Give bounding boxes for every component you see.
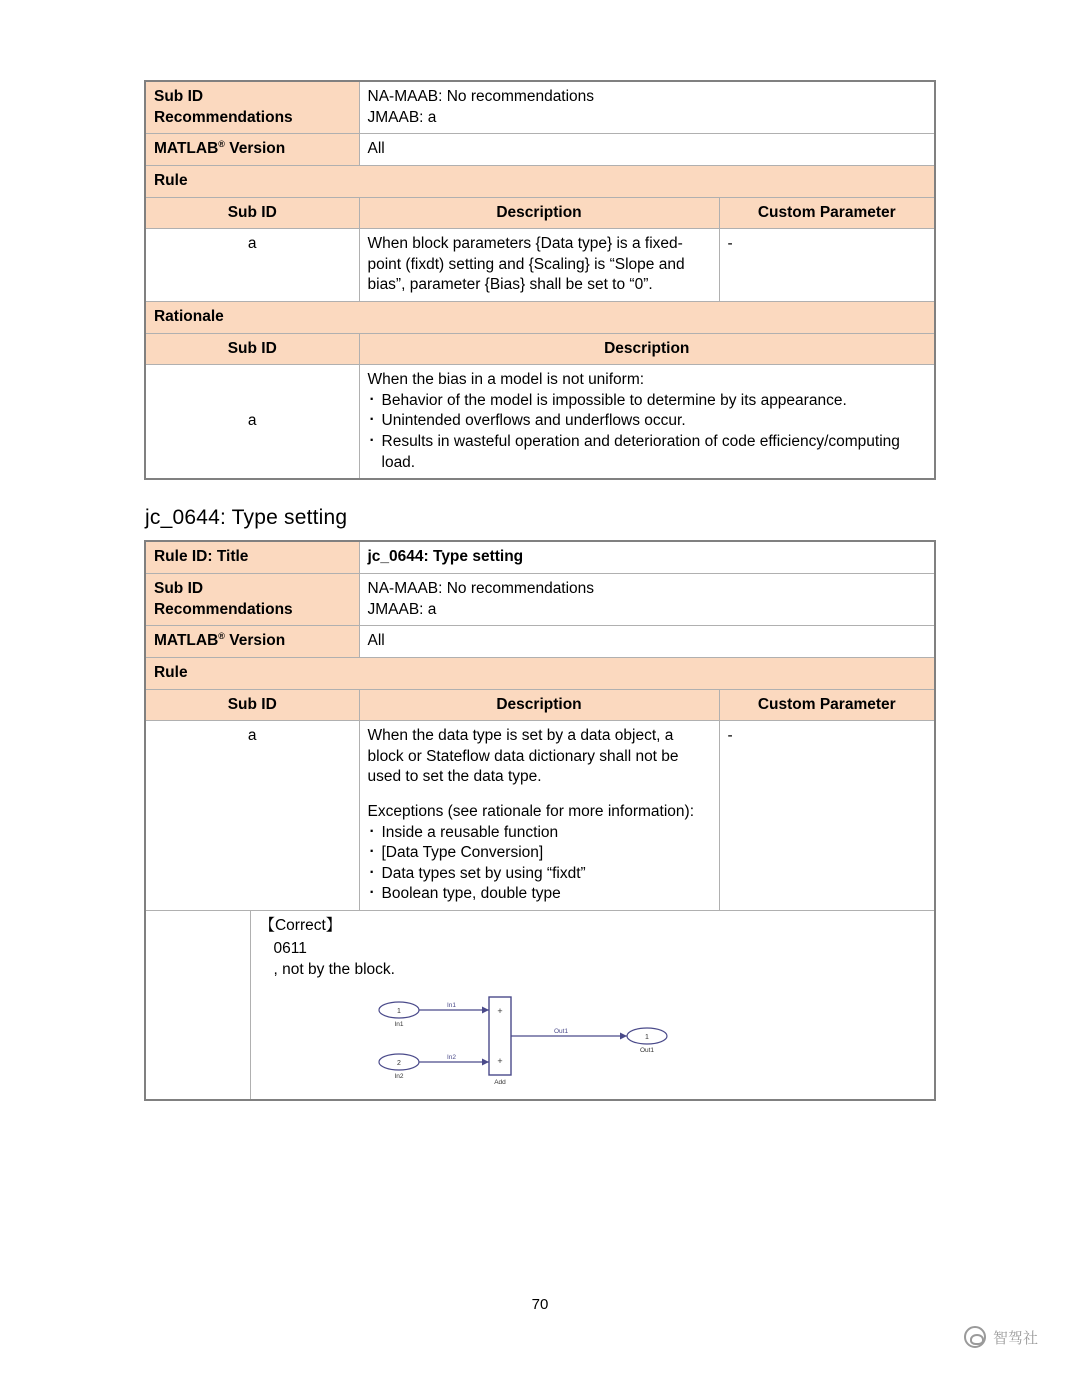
rule-id-title-label: Rule ID: Title bbox=[145, 541, 359, 573]
rule-id-title-value: jc_0644: Type setting bbox=[359, 541, 935, 573]
signal-label-out1: Out1 bbox=[554, 1028, 569, 1036]
rule-exceptions-intro: Exceptions (see rationale for more information): bbox=[367, 802, 695, 820]
matlab-version-label: MATLAB® Version bbox=[145, 626, 359, 658]
table-row bbox=[145, 573, 935, 625]
list-item: · Inside a reusable function bbox=[368, 823, 711, 844]
list-item: · Unintended overflows and underflows occur. bbox=[368, 411, 927, 432]
inport-2-number: 2 bbox=[397, 1060, 402, 1068]
na-maab-value: NA-MAAB: No recommendations bbox=[367, 88, 595, 105]
example-spacer-cell bbox=[145, 910, 251, 1100]
rule-custom-parameter: - bbox=[719, 229, 935, 302]
rule-sub-id: a bbox=[145, 721, 359, 911]
signal-label-in2: In2 bbox=[447, 1054, 457, 1062]
arrow-out1-icon bbox=[620, 1033, 627, 1040]
table-row bbox=[145, 365, 935, 480]
registered-icon: ® bbox=[218, 139, 225, 150]
inport-1-label: In1 bbox=[394, 1021, 405, 1029]
rationale-sub-id: a bbox=[145, 365, 359, 480]
matlab-version-value: All bbox=[359, 134, 935, 166]
sub-id-recommendations-label bbox=[145, 81, 359, 134]
add-block-plus-1: + bbox=[497, 1006, 504, 1017]
page-title: jc_0644: Type setting bbox=[145, 506, 348, 530]
table-row bbox=[145, 229, 935, 302]
table-row bbox=[145, 721, 935, 911]
rule-custom-parameter: - bbox=[719, 721, 935, 911]
table-row bbox=[145, 165, 935, 197]
arrow-in2-icon bbox=[482, 1059, 489, 1066]
sub-id-recommendations-label bbox=[145, 573, 359, 625]
rationale-description bbox=[359, 365, 935, 480]
table-row bbox=[145, 626, 935, 658]
paragraph-gap bbox=[368, 788, 711, 802]
column-header-custom-parameter: Custom Parameter bbox=[719, 197, 935, 229]
rule-section-label: Rule bbox=[145, 165, 935, 197]
rule-section-label: Rule bbox=[145, 657, 935, 689]
table-row bbox=[145, 197, 935, 229]
table-row bbox=[145, 134, 935, 166]
top-spacer bbox=[0, 0, 1080, 80]
example-line-1: 0611 bbox=[273, 939, 307, 957]
page-number: 70 bbox=[531, 1296, 549, 1313]
column-header-sub-id: Sub ID bbox=[145, 197, 359, 229]
inport-2-label: In2 bbox=[394, 1073, 405, 1081]
matlab-version-label: MATLAB® Version bbox=[145, 134, 359, 166]
sub-id-line-2: Recommendations bbox=[153, 108, 293, 126]
rule-exceptions-list bbox=[368, 823, 711, 905]
example-line-2: , not by the block. bbox=[273, 960, 395, 978]
na-maab-value: NA-MAAB: No recommendations bbox=[367, 579, 595, 597]
registered-icon: ® bbox=[218, 631, 225, 642]
matlab-version-value: All bbox=[359, 626, 935, 658]
table-row bbox=[145, 689, 935, 721]
sub-id-line-1: Sub ID bbox=[153, 579, 204, 597]
list-item: · Behavior of the model is impossible to determine by its appearance. bbox=[368, 391, 927, 412]
sub-id-recommendations-value bbox=[359, 81, 935, 134]
rule-description-paragraph-1: When the data type is set by a data object, a block or Stateflow data dictionary shall not be used to set the data type. bbox=[367, 727, 679, 786]
jmaab-value: JMAAB: a bbox=[367, 600, 437, 618]
arrow-in1-icon bbox=[482, 1007, 489, 1014]
wechat-icon bbox=[964, 1326, 986, 1348]
inport-1-number: 1 bbox=[397, 1008, 402, 1016]
rule-table-bottom bbox=[144, 540, 936, 1101]
column-header-sub-id: Sub ID bbox=[145, 689, 359, 721]
column-header-description: Description bbox=[359, 197, 719, 229]
rationale-bullet-list bbox=[368, 391, 927, 473]
table-row bbox=[145, 910, 935, 1100]
simulink-model-svg bbox=[369, 992, 749, 1087]
add-block-label: Add bbox=[494, 1079, 507, 1087]
list-item: · Boolean type, double type bbox=[368, 884, 711, 905]
table-row bbox=[145, 541, 935, 573]
list-item: · Data types set by using “fixdt” bbox=[368, 864, 711, 885]
sub-id-recommendations-value bbox=[359, 573, 935, 625]
table-row bbox=[145, 333, 935, 365]
rationale-column-header-description: Description bbox=[359, 333, 935, 365]
rationale-column-header-sub-id: Sub ID bbox=[145, 333, 359, 365]
rule-description bbox=[359, 721, 719, 911]
watermark bbox=[964, 1326, 1038, 1348]
table-row bbox=[145, 81, 935, 134]
rationale-section-label: Rationale bbox=[145, 302, 935, 334]
sub-id-line-1: Sub ID bbox=[153, 88, 204, 105]
jmaab-value: JMAAB: a bbox=[367, 108, 437, 126]
rule-sub-id: a bbox=[145, 229, 359, 302]
rationale-intro: When the bias in a model is not uniform: bbox=[367, 371, 645, 389]
correct-example-label: 【Correct】 bbox=[259, 916, 342, 934]
watermark-text: 智驾社 bbox=[992, 1329, 1038, 1347]
add-block-plus-2: + bbox=[497, 1056, 504, 1067]
rule-table-top bbox=[144, 80, 936, 480]
outport-1-number: 1 bbox=[645, 1034, 650, 1042]
list-item: · Results in wasteful operation and deterioration of code efficiency/computing load. bbox=[368, 432, 927, 473]
example-cell bbox=[251, 910, 935, 1100]
list-item: · [Data Type Conversion] bbox=[368, 843, 711, 864]
outport-1-label: Out1 bbox=[640, 1047, 655, 1055]
table-row bbox=[145, 657, 935, 689]
signal-label-in1: In1 bbox=[447, 1002, 457, 1010]
sub-id-line-2: Recommendations bbox=[153, 600, 293, 618]
column-header-custom-parameter: Custom Parameter bbox=[719, 689, 935, 721]
column-header-description: Description bbox=[359, 689, 719, 721]
table-row bbox=[145, 302, 935, 334]
simulink-diagram bbox=[369, 992, 926, 1094]
rule-description: When block parameters {Data type} is a fixed-point (fixdt) setting and {Scaling} is “Slope and bias”, parameter {Bias} shall be set to “0”. bbox=[359, 229, 719, 302]
